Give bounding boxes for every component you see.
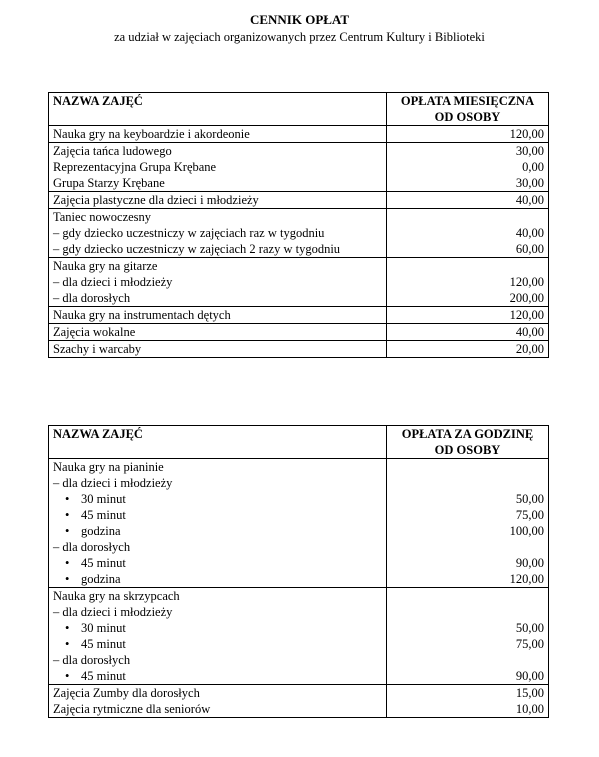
- activity-cell: [49, 341, 387, 358]
- fee-value: 75,00: [515, 508, 544, 522]
- fee-value: 75,00: [515, 637, 544, 651]
- activity-cell: [49, 307, 387, 324]
- activity-label: – gdy dziecko uczestniczy w zajęciach raz w tygodniu: [53, 226, 325, 240]
- column-header-fee-line1: OPŁATA ZA GODZINĘ: [401, 427, 534, 441]
- fee-cell: [387, 459, 549, 588]
- fee-value: [391, 652, 544, 668]
- hourly-fee-table: [48, 425, 549, 718]
- activity-cell: [49, 685, 387, 718]
- document-title: CENNIK OPŁAT: [249, 12, 350, 27]
- table-header-row: [49, 93, 549, 126]
- column-header-fee-line1: OPŁATA MIESIĘCZNA: [400, 94, 535, 108]
- activity-cell: [49, 126, 387, 143]
- hourly-fee-table-body: [49, 459, 549, 718]
- monthly-fee-table-body: [49, 126, 549, 358]
- fee-cell: [387, 192, 549, 209]
- fee-value: 120,00: [509, 127, 544, 141]
- column-header-name: NAZWA ZAJĘĆ: [49, 426, 387, 459]
- activity-label: Szachy i warcaby: [53, 342, 142, 356]
- fee-value: [391, 258, 544, 274]
- fee-cell: [387, 324, 549, 341]
- activity-cell: [49, 258, 387, 307]
- activity-cell: [49, 459, 387, 588]
- fee-value: [391, 209, 544, 225]
- fee-value: 100,00: [509, 524, 544, 538]
- column-header-name: NAZWA ZAJĘĆ: [49, 93, 387, 126]
- activity-label: – dla dorosłych: [53, 653, 131, 667]
- fee-value: [391, 604, 544, 620]
- fee-value: 10,00: [515, 702, 544, 716]
- fee-value: 30,00: [515, 176, 544, 190]
- fee-cell: [387, 341, 549, 358]
- activity-label: Zajęcia tańca ludowego: [53, 144, 172, 158]
- fee-cell: [387, 588, 549, 685]
- activity-label: Zajęcia rytmiczne dla seniorów: [53, 702, 211, 716]
- activity-label: • 45 minut: [53, 668, 382, 684]
- fee-value: 90,00: [515, 669, 544, 683]
- activity-label: – gdy dziecko uczestniczy w zajęciach 2 razy w tygodniu: [53, 242, 341, 256]
- activity-label: • godzina: [53, 571, 382, 587]
- column-header-fee: [387, 426, 549, 459]
- fee-value: 120,00: [509, 572, 544, 586]
- fee-value: 40,00: [515, 193, 544, 207]
- activity-label: Reprezentacyjna Grupa Krębane: [53, 160, 217, 174]
- fee-value: [391, 539, 544, 555]
- activity-label: Nauka gry na keyboardzie i akordeonie: [53, 127, 250, 141]
- activity-label: – dla dzieci i młodzieży: [53, 275, 173, 289]
- activity-label: – dla dzieci i młodzieży: [53, 476, 173, 490]
- activity-label: Zajęcia Zumby dla dorosłych: [53, 686, 200, 700]
- fee-cell: [387, 307, 549, 324]
- table-row: [49, 588, 549, 685]
- table-header-row: [49, 426, 549, 459]
- table-row: [49, 307, 549, 324]
- fee-value: 50,00: [515, 492, 544, 506]
- activity-label: Nauka gry na pianinie: [53, 460, 164, 474]
- document-subtitle: za udział w zajęciach organizowanych przez Centrum Kultury i Biblioteki: [114, 30, 485, 44]
- fee-value: 120,00: [509, 308, 544, 322]
- activity-label: – dla dorosłych: [53, 540, 131, 554]
- fee-value: 30,00: [515, 144, 544, 158]
- fee-value: 120,00: [509, 275, 544, 289]
- fee-cell: [387, 209, 549, 258]
- table-row: [49, 258, 549, 307]
- activity-label: Taniec nowoczesny: [53, 210, 152, 224]
- activity-label: – dla dzieci i młodzieży: [53, 605, 173, 619]
- table-row: [49, 685, 549, 718]
- table-row: [49, 341, 549, 358]
- fee-value: [391, 588, 544, 604]
- fee-cell: [387, 143, 549, 192]
- activity-label: – dla dorosłych: [53, 291, 131, 305]
- activity-label: • 30 minut: [53, 491, 382, 507]
- column-header-fee-line2: OD OSOBY: [434, 110, 501, 124]
- monthly-fee-table: [48, 92, 549, 358]
- fee-value: 40,00: [515, 325, 544, 339]
- activity-label: Nauka gry na gitarze: [53, 259, 158, 273]
- activity-label: • 30 minut: [53, 620, 382, 636]
- activity-cell: [49, 209, 387, 258]
- table-row: [49, 324, 549, 341]
- fee-value: 50,00: [515, 621, 544, 635]
- activity-label: Nauka gry na instrumentach dętych: [53, 308, 231, 322]
- activity-label: • 45 minut: [53, 507, 382, 523]
- fee-value: 0,00: [522, 160, 544, 174]
- column-header-fee-line2: OD OSOBY: [434, 443, 501, 457]
- fee-cell: [387, 258, 549, 307]
- fee-value: 15,00: [515, 686, 544, 700]
- activity-cell: [49, 324, 387, 341]
- activity-cell: [49, 143, 387, 192]
- activity-label: • 45 minut: [53, 555, 382, 571]
- activity-label: • 45 minut: [53, 636, 382, 652]
- table-row: [49, 126, 549, 143]
- fee-value: 40,00: [515, 226, 544, 240]
- fee-value: 200,00: [509, 291, 544, 305]
- fee-value: [391, 459, 544, 475]
- fee-value: 60,00: [515, 242, 544, 256]
- activity-cell: [49, 588, 387, 685]
- fee-value: 90,00: [515, 556, 544, 570]
- column-header-fee: [387, 93, 549, 126]
- activity-cell: [49, 192, 387, 209]
- activity-label: Zajęcia plastyczne dla dzieci i młodzieży: [53, 193, 259, 207]
- fee-cell: [387, 685, 549, 718]
- activity-label: • godzina: [53, 523, 382, 539]
- activity-label: Nauka gry na skrzypcach: [53, 589, 180, 603]
- table-row: [49, 192, 549, 209]
- table-row: [49, 459, 549, 588]
- table-row: [49, 209, 549, 258]
- fee-value: [391, 475, 544, 491]
- activity-label: Grupa Starzy Krębane: [53, 176, 165, 190]
- fee-value: 20,00: [515, 342, 544, 356]
- activity-label: Zajęcia wokalne: [53, 325, 136, 339]
- table-row: [49, 143, 549, 192]
- fee-cell: [387, 126, 549, 143]
